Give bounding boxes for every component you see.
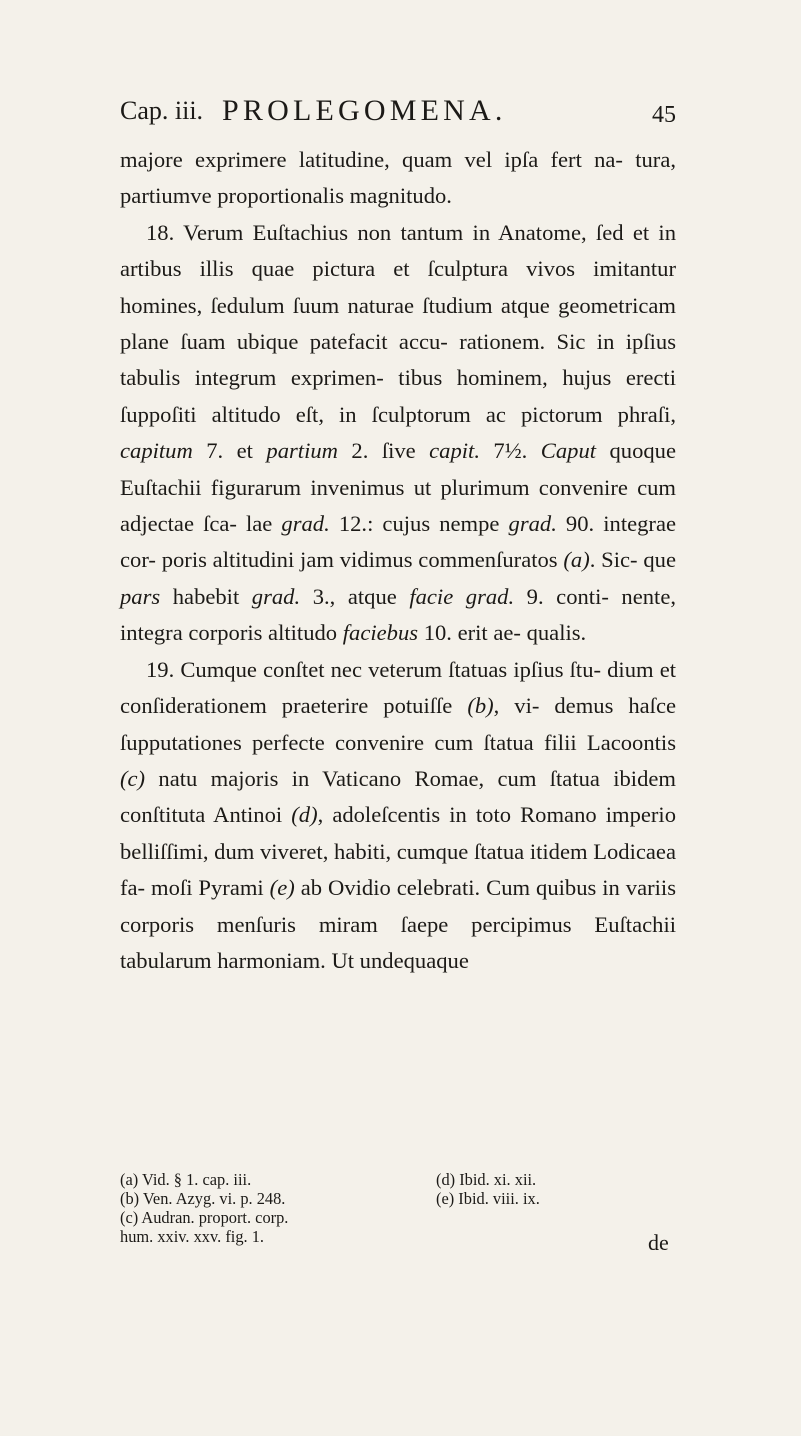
italic-run: faciebus — [342, 620, 419, 646]
text-run: 19. Cumque conſtet nec veterum ſtatuas ipſius ſtu- dium et conſiderationem praeterire potuiſſe — [120, 656, 676, 719]
text-run: 7½. — [479, 438, 541, 464]
text-run: ab Ovidio celebrati. Cum quibus in variis corporis menſuris miram ſaepe percipimus Euſtachii tabularum harmoniam. Ut undequaque — [120, 875, 676, 973]
text-run: habebit — [160, 583, 252, 609]
text-run: quoque Euſtachii figurarum invenimus ut plurimum convenire cum adjectae ſca- lae — [120, 438, 676, 537]
catchword: de — [648, 1230, 669, 1255]
page-number: 45 — [652, 102, 676, 128]
running-title: PROLEGOMENA. — [222, 94, 507, 127]
italic-run: grad. — [508, 511, 557, 537]
italic-run: (c) — [120, 765, 146, 791]
text-run: . Sic- que — [589, 547, 676, 573]
text-run: 18. Verum Euſtachius non tantum in Anatome, ſed et in artibus illis quae pictura et ſculptura vivos imitantur homines, ſedulum ſuum naturae ſtudium atque geometricam plane ſuam ubique patefacit accu- rationem. Sic in ipſius tabulis integrum exprimen- tibus hominem, hujus erecti ſuppoſiti altitudo eſt, in ſculptorum ac pictorum phraſi, — [120, 219, 676, 427]
footnotes-right-column — [436, 1170, 680, 1208]
paragraph-19 — [120, 652, 676, 980]
italic-run: facie grad. — [409, 583, 515, 609]
text-run: 9. conti- nente, integra corporis altitudo — [120, 583, 677, 646]
chapter-label: Cap. iii. — [120, 96, 204, 125]
italic-run: partium — [266, 438, 338, 464]
text-run: 90. integrae cor- poris altitudini jam vidimus commenſuratos — [120, 511, 677, 573]
text-run: natu majoris in Vaticano Romae, cum ſtatua ibidem conſtituta Antinoi — [120, 765, 676, 828]
text-run: , vi- demus haſce ſupputationes perfecte convenire cum ſtatua filii Lacoontis — [120, 693, 676, 755]
text-run: majore exprimere latitudine, quam vel ipſa fert na- tura, partiumve proportionalis magnitudo. — [120, 147, 676, 209]
paragraph-18 — [120, 215, 676, 652]
footnote-e: (e) Ibid. viii. ix. — [436, 1189, 540, 1208]
italic-run: (b) — [467, 693, 494, 719]
paragraph-continuation — [120, 142, 676, 215]
italic-run: pars — [120, 583, 161, 609]
italic-run: (a) — [563, 547, 590, 573]
italic-run: capitum — [120, 438, 193, 464]
italic-run: (d) — [291, 802, 318, 828]
running-header — [120, 96, 676, 136]
footnote-a: (a) Vid. § 1. cap. iii. — [120, 1170, 252, 1189]
italic-run: (e) — [269, 875, 295, 901]
footnotes-left-column — [120, 1170, 420, 1246]
footnote-c: (c) Audran. proport. corp. — [120, 1208, 289, 1227]
italic-run: Caput — [540, 438, 597, 464]
footnote-c-continued: hum. xxiv. xxv. fig. 1. — [120, 1227, 265, 1246]
text-run: 2. ſive — [337, 438, 430, 464]
text-run: 7. et — [192, 438, 267, 464]
italic-run: grad. — [281, 511, 330, 537]
italic-run: grad. — [251, 583, 301, 609]
text-run: 12.: cujus nempe — [329, 511, 509, 537]
main-text — [120, 142, 676, 979]
footnote-b: (b) Ven. Azyg. vi. p. 248. — [120, 1189, 286, 1208]
text-run: 3., atque — [300, 583, 410, 609]
text-run: , adoleſcentis in toto Romano imperio belliſſimi, dum viveret, habiti, cumque ſtatua itidem Lodicaea fa- moſi Pyrami — [120, 802, 676, 901]
footnote-d: (d) Ibid. xi. xii. — [436, 1170, 537, 1189]
italic-run: capit. — [429, 438, 480, 464]
text-run: 10. erit ae- qualis. — [418, 620, 587, 646]
